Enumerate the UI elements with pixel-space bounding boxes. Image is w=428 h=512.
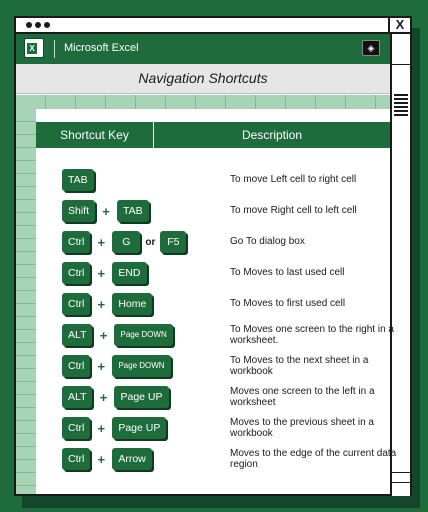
scrollbar-divider [392, 482, 410, 483]
key-cap: Ctrl [62, 417, 90, 439]
key-cap: Shift [62, 200, 95, 222]
plus-sign: + [99, 327, 108, 343]
row-description: To Moves to the next sheet in a workbook [230, 355, 369, 377]
window-dot-2[interactable] [35, 22, 41, 28]
plus-sign: + [97, 451, 106, 467]
scrollbar-divider [392, 64, 410, 65]
window-dot-3[interactable] [44, 22, 50, 28]
key-cap: Ctrl [62, 293, 90, 315]
row-description: To Moves one screen to the right in a worksheet. [230, 324, 394, 346]
row-description: To Moves to first used cell [230, 298, 346, 309]
key-cap: Ctrl [62, 262, 90, 284]
row-description: Moves one screen to the left in a worksheet [230, 386, 375, 408]
plus-sign: + [97, 234, 106, 250]
key-cap: F5 [160, 231, 186, 253]
key-cap: ALT [62, 386, 92, 408]
shortcut-table [36, 148, 397, 486]
row-description: Go To dialog box [230, 236, 305, 247]
plus-sign: + [97, 296, 106, 312]
table-row [62, 230, 186, 254]
key-cap: Page UP [112, 417, 166, 439]
key-cap: Page UP [114, 386, 168, 408]
header-shortcut-key: Shortcut Key [36, 122, 154, 148]
key-cap: TAB [117, 200, 149, 222]
key-cap: TAB [62, 169, 94, 191]
table-row [62, 354, 171, 378]
key-cap: END [112, 262, 146, 284]
app-name: Microsoft Excel [64, 42, 139, 54]
toolbar [16, 64, 390, 94]
key-cap: ALT [62, 324, 92, 346]
window-controls [26, 22, 50, 28]
key-cap: Home [112, 293, 152, 315]
row-description: To move Left cell to right cell [230, 174, 357, 185]
copilot-icon[interactable]: ◈ [362, 40, 380, 56]
plus-sign: + [97, 358, 106, 374]
header-description: Description [241, 128, 303, 142]
row-description: Moves to the edge of the current data region [230, 448, 397, 470]
key-cap: Ctrl [62, 355, 90, 377]
key-cap: Page DOWN [112, 355, 170, 377]
app-bar [16, 34, 390, 64]
key-cap: Ctrl [62, 448, 90, 470]
key-cap: Page DOWN [114, 324, 172, 346]
or-text: or [145, 236, 156, 248]
table-row [62, 416, 166, 440]
title-bar [16, 18, 410, 34]
close-icon[interactable]: X [388, 16, 410, 34]
table-header [36, 122, 390, 148]
page-title: Navigation Shortcuts [138, 70, 268, 86]
window-dot-1[interactable] [26, 22, 32, 28]
plus-sign: + [97, 265, 106, 281]
row-header-grid [16, 109, 36, 494]
table-row [62, 447, 152, 471]
column-header-grid [16, 95, 390, 109]
row-description: To Moves to last used cell [230, 267, 345, 278]
table-row [62, 292, 152, 316]
table-row [62, 323, 173, 347]
table-row [62, 199, 149, 223]
excel-window [14, 16, 412, 496]
row-description: To move Right cell to left cell [230, 205, 357, 216]
scrollbar-thumb[interactable] [394, 94, 408, 116]
app-bar-divider [54, 40, 55, 58]
table-row [62, 261, 147, 285]
plus-sign: + [102, 203, 110, 219]
key-cap: Arrow [112, 448, 151, 470]
excel-logo-icon: X [24, 38, 44, 58]
plus-sign: + [99, 389, 108, 405]
table-row [62, 168, 94, 192]
scrollbar-divider [392, 472, 410, 473]
table-row [62, 385, 169, 409]
row-description: Moves to the previous sheet in a workbook [230, 417, 374, 439]
plus-sign: + [97, 420, 106, 436]
key-cap: G [112, 231, 140, 253]
key-cap: Ctrl [62, 231, 90, 253]
